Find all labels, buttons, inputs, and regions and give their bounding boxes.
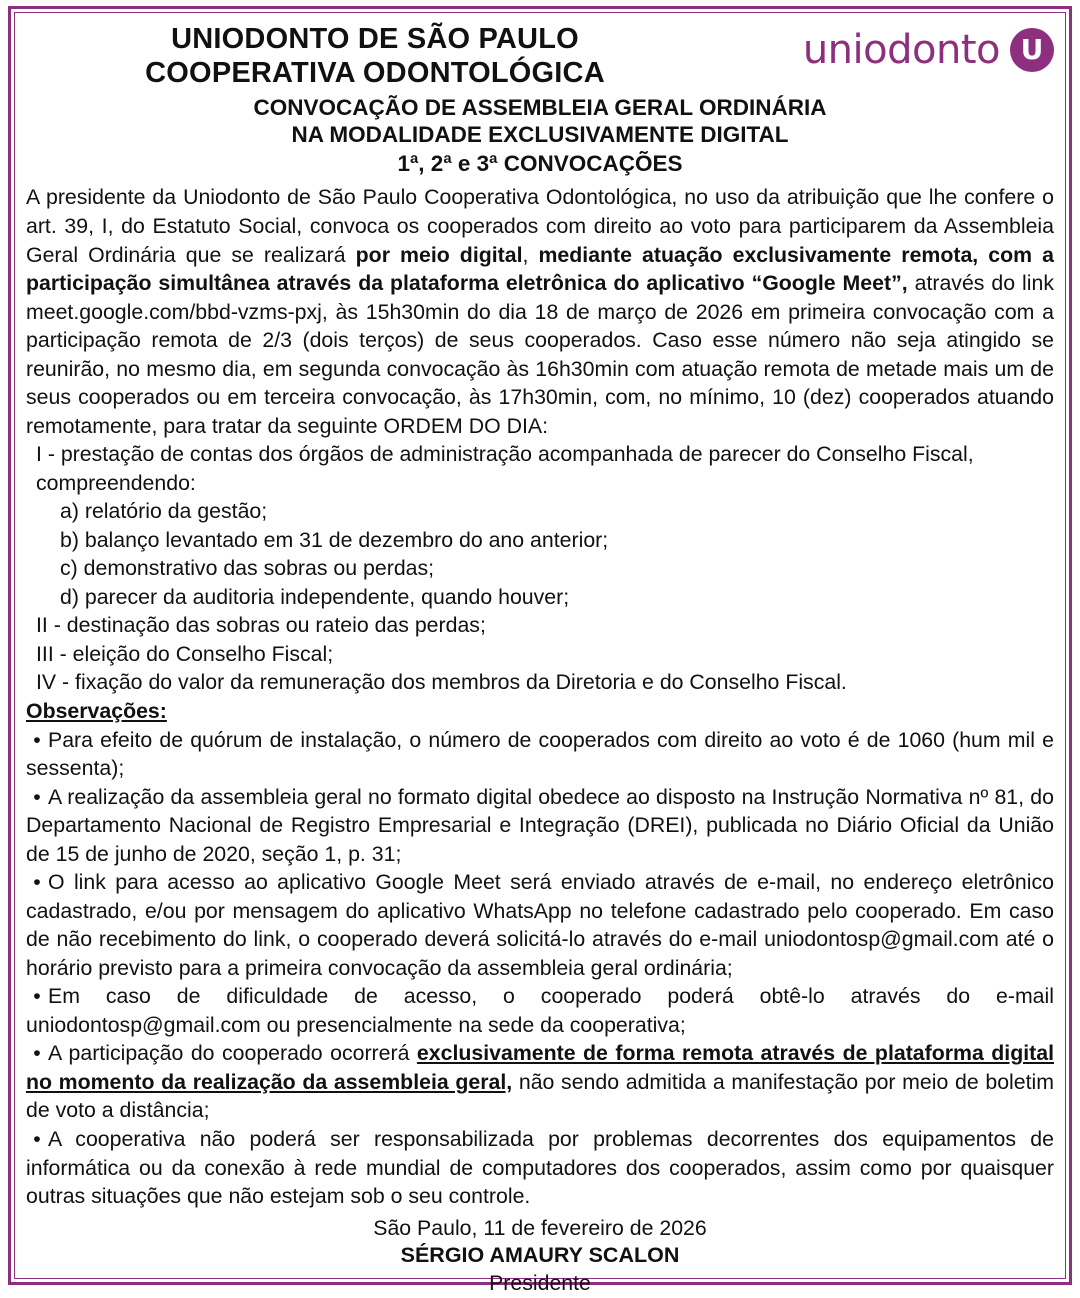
- agenda-item-iv: IV - fixação do valor da remuneração dos membros da Diretoria e do Conselho Fiscal.: [36, 670, 847, 695]
- bullet-icon: •: [33, 727, 41, 752]
- agenda-item-ii: II - destinação das sobras ou rateio das perdas;: [36, 613, 486, 638]
- observation-item-4: [26, 982, 1054, 1039]
- agenda-item-b: b) balanço levantado em 31 de dezembro do ano anterior;: [60, 527, 609, 552]
- convocation-text-c: ,: [522, 242, 539, 267]
- page-content: [26, 20, 1055, 1296]
- notice-body: [26, 183, 1054, 1210]
- convocation-bold-remote: mediante atuação exclusivamente remota, com a participação simultânea através da plataforma eletrônica do aplicativo “Google Meet”,: [26, 242, 1054, 296]
- agenda-item-d: d) parecer da auditoria independente, quando houver;: [60, 584, 570, 609]
- convocation-text-a: A presidente da Uniodonto de São Paulo Cooperativa Odontológica, no uso da atribuição que lhe confere o art. 39, I, do Estatuto Social, convoca os cooperados com direito ao voto para participarem da Assembleia Geral Ordinária que se realizará: [26, 185, 1054, 267]
- observation-4-text: Em caso de dificuldade de acesso, o cooperado poderá obtê-lo através do e-mail uniodontosp@gmail.com ou presencialmente na sede da cooperativa;: [26, 984, 1054, 1037]
- observation-item-2: [26, 783, 1054, 869]
- observation-item-1: [26, 726, 1054, 783]
- notice-subtitle-3: 1ª, 2ª e 3ª CONVOCAÇÕES: [397, 151, 683, 177]
- convocation-bold-digital: por meio digital: [355, 242, 523, 267]
- paragraph-convocation: [26, 183, 1054, 440]
- signer-role: Presidente: [489, 1271, 591, 1296]
- bullet-icon: •: [33, 870, 41, 895]
- bullet-icon: •: [33, 784, 41, 809]
- document-header: [26, 22, 1054, 177]
- observation-5-emphasis: exclusivamente de forma remota através de plataforma digital no momento da realização da assembleia geral,: [26, 1041, 1054, 1094]
- agenda-item-i-text: I - prestação de contas dos órgãos de administração acompanhada de parecer do Conselho Fiscal, compreendendo:: [36, 442, 974, 495]
- observation-item-3: [26, 868, 1054, 982]
- bullet-icon: •: [33, 984, 41, 1009]
- observation-5-text-pre: A participação do cooperado ocorrerá: [48, 1041, 417, 1066]
- observation-2-text: A realização da assembleia geral no formato digital obedece ao disposto na Instrução Normativa nº 81, do Departamento Nacional de Registro Empresarial e Integração (DREI), publicada no Diário Oficial da União de 15 de junho de 2020, seção 1, p. 31;: [26, 784, 1054, 866]
- agenda-item-i: [26, 440, 1054, 497]
- org-name-line-2: COOPERATIVA ODONTOLÓGICA: [145, 57, 605, 90]
- observation-item-5: [26, 1039, 1054, 1125]
- agenda-item-c: c) demonstrativo das sobras ou perdas;: [60, 556, 435, 581]
- agenda-item-iii: III - eleição do Conselho Fiscal;: [36, 641, 334, 666]
- observation-6-text: A cooperativa não poderá ser responsabilizada por problemas decorrentes dos equipamentos de informática ou da conexão à rede mundial de computadores dos cooperados, assim como por quaisquer outras situações que não estejam sob o seu controle.: [26, 1126, 1054, 1209]
- org-name-line-1: UNIODONTO DE SÃO PAULO: [171, 23, 579, 55]
- bullet-icon: •: [33, 1126, 41, 1151]
- agenda-item-a: a) relatório da gestão;: [60, 499, 268, 524]
- notice-subtitle-1: CONVOCAÇÃO DE ASSEMBLEIA GERAL ORDINÁRIA: [253, 95, 827, 121]
- observation-1-text: Para efeito de quórum de instalação, o número de cooperados com direito ao voto é de 1060 (hum mil e sessenta);: [26, 727, 1054, 781]
- place-and-date: São Paulo, 11 de fevereiro de 2026: [373, 1215, 707, 1240]
- bullet-icon: •: [33, 1041, 41, 1066]
- convocation-text-d: através do link meet.google.com/bbd-vzms-pxj, às 15h30min do dia 18 de março de 2026 em primeira convocação com a participação remota de 2/3 (dois terços) de seus cooperados. Caso esse número não seja atingido se reunirão, no mesmo dia, em segunda convocação às 16h30min com atuação remota de metade mais um de seus cooperados ou em terceira convocação, às 17h30min, com, no mínimo, 10 (dez) cooperados atuando remotamente, para tratar da seguinte ORDEM DO DIA:: [26, 271, 1054, 438]
- logo-circle-u-icon: U: [1010, 28, 1054, 72]
- observation-item-6: [26, 1125, 1054, 1211]
- signer-name: SÉRGIO AMAURY SCALON: [400, 1243, 680, 1268]
- observation-5-text-post: não sendo admitida a manifestação por meio de boletim de voto a distância;: [26, 1069, 1055, 1123]
- logo-wordmark: uniodonto: [802, 27, 1000, 73]
- uniodonto-logo: [803, 28, 1054, 72]
- notice-subtitle-2: NA MODALIDADE EXCLUSIVAMENTE DIGITAL: [291, 122, 789, 148]
- document-closing: [26, 1215, 1054, 1298]
- observations-heading: Observações:: [26, 699, 167, 723]
- observation-3-text: O link para acesso ao aplicativo Google Meet será enviado através de e-mail, no endereço eletrônico cadastrado, e/ou por mensagem do aplicativo WhatsApp no telefone cadastrado pelo cooperado. Em caso de não recebimento do link, o cooperado deverá solicitá-lo através do e-mail uniodontosp@gmail.com até o horário previsto para a primeira convocação da assembleia geral ordinária;: [26, 870, 1054, 980]
